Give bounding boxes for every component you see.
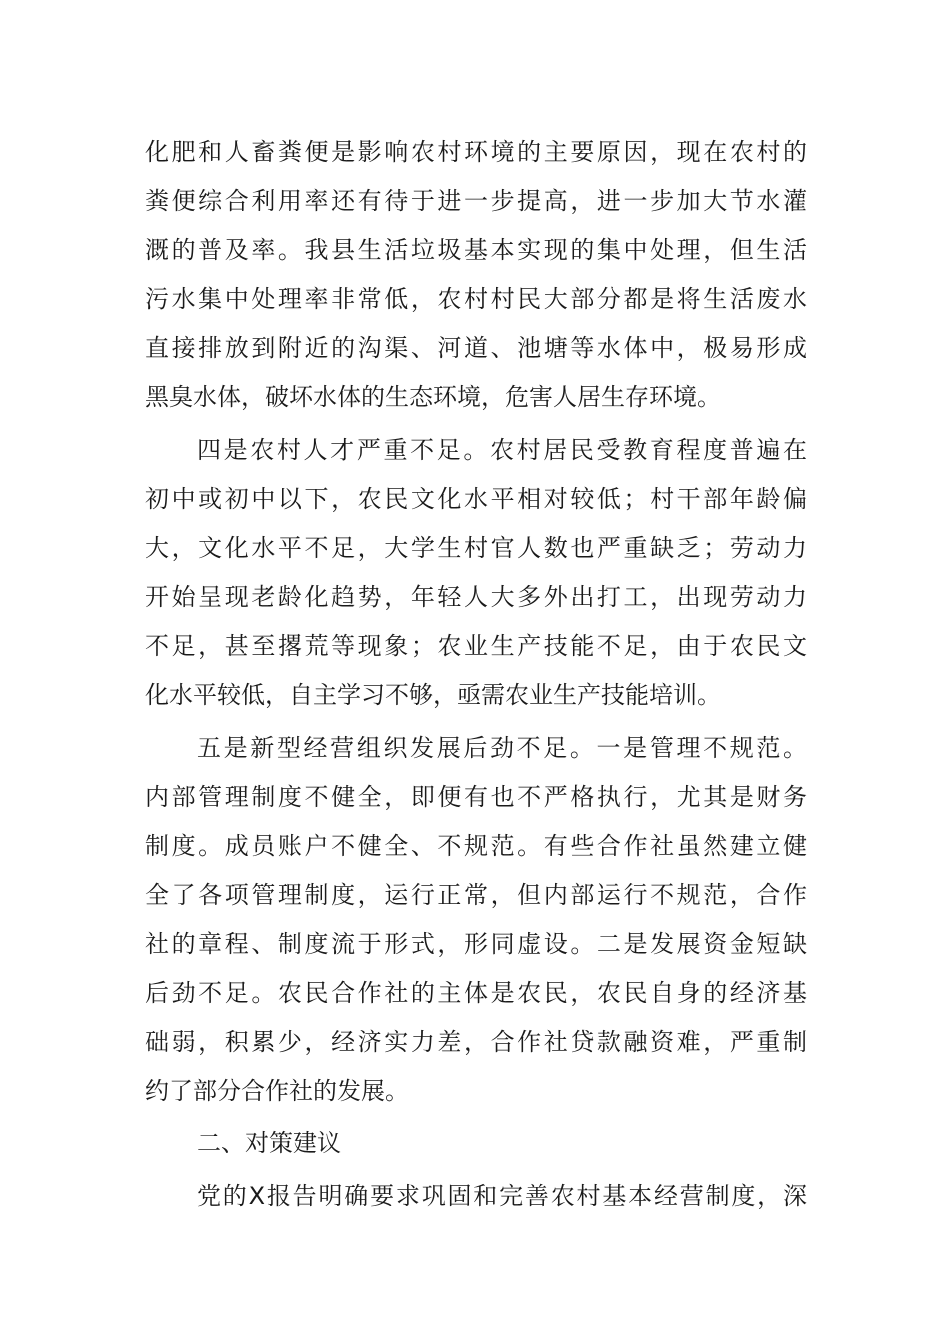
paragraph-2-line-2: 初中或初中以下，农民文化水平相对较低；村干部年龄偏 [145,485,807,513]
paragraph-3-line-7: 础弱，积累少，经济实力差，合作社贷款融资难，严重制 [145,1028,807,1056]
paragraph-1-line-2: 粪便综合利用率还有待于进一步提高，进一步加大节水灌 [145,187,807,215]
paragraph-2-line-1: 四是农村人才严重不足。农村居民受教育程度普遍在 [197,436,807,464]
paragraph-1-line-3: 溉的普及率。我县生活垃圾基本实现的集中处理，但生活 [145,236,807,264]
paragraph-2-line-6: 化水平较低，自主学习不够，亟需农业生产技能培训。 [145,681,721,709]
paragraph-2-line-5: 不足，甚至撂荒等现象；农业生产技能不足，由于农民文 [145,632,807,660]
paragraph-3-line-4: 全了各项管理制度，运行正常，但内部运行不规范，合作 [145,881,807,909]
paragraph-3-line-6: 后劲不足。农民合作社的主体是农民，农民自身的经济基 [145,979,807,1007]
paragraph-3-line-5: 社的章程、制度流于形式，形同虚设。二是发展资金短缺 [145,930,807,958]
paragraph-4-line-1: 党的X报告明确要求巩固和完善农村基本经营制度，深 [197,1182,807,1210]
paragraph-1-line-5: 直接排放到附近的沟渠、河道、池塘等水体中，极易形成 [145,334,807,362]
paragraph-3-line-8: 约了部分合作社的发展。 [145,1077,409,1105]
paragraph-1-line-4: 污水集中处理率非常低，农村村民大部分都是将生活废水 [145,285,807,313]
paragraph-3-line-1: 五是新型经营组织发展后劲不足。一是管理不规范。 [197,734,807,762]
section-heading: 二、对策建议 [197,1129,341,1157]
paragraph-1-line-6: 黑臭水体，破坏水体的生态环境，危害人居生存环境。 [145,383,721,411]
paragraph-2-line-3: 大，文化水平不足，大学生村官人数也严重缺乏；劳动力 [145,534,807,562]
paragraph-3-line-3: 制度。成员账户不健全、不规范。有些合作社虽然建立健 [145,832,807,860]
paragraph-1-line-1: 化肥和人畜粪便是影响农村环境的主要原因，现在农村的 [145,138,807,166]
paragraph-2-line-4: 开始呈现老龄化趋势，年轻人大多外出打工，出现劳动力 [145,583,807,611]
paragraph-3-line-2: 内部管理制度不健全，即便有也不严格执行，尤其是财务 [145,783,807,811]
